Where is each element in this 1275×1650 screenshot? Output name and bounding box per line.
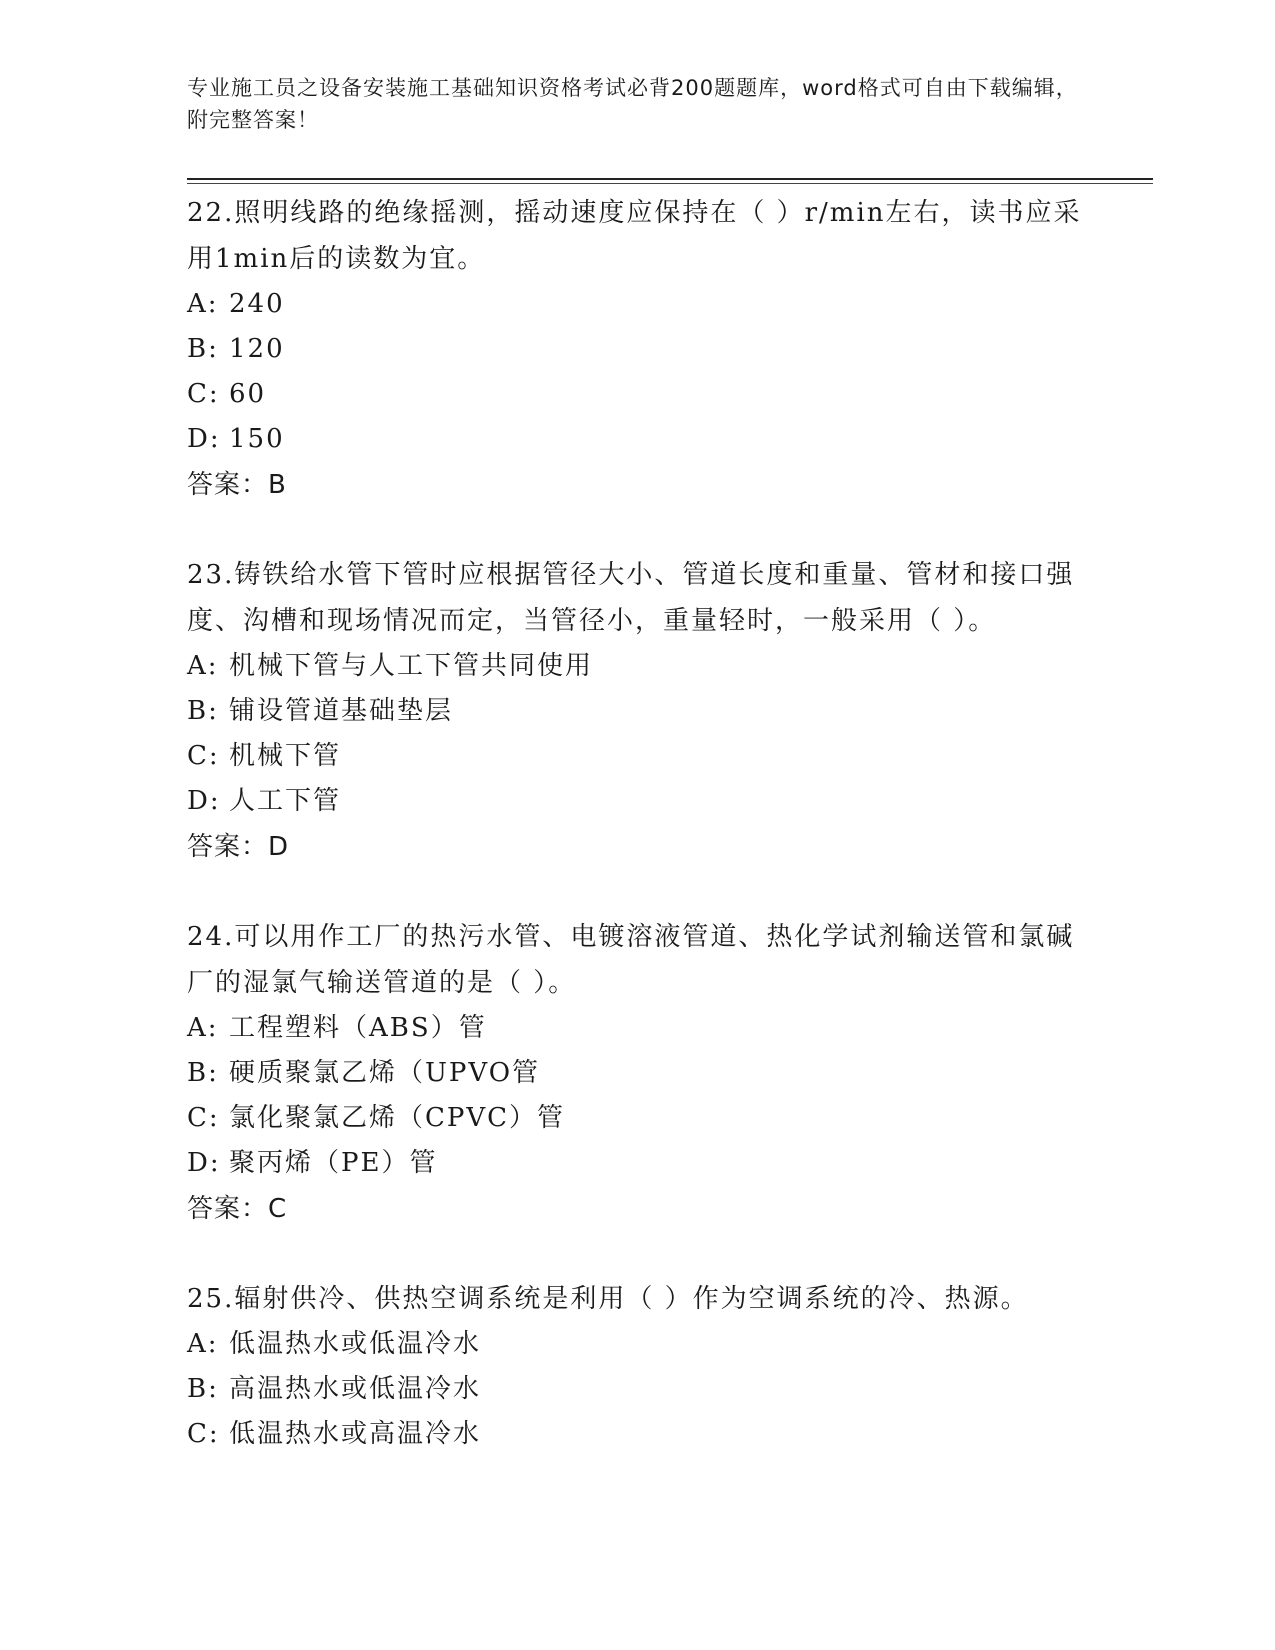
option-c: [187, 1096, 1087, 1141]
question-23: [187, 552, 1087, 870]
answer-line: 答案：C: [187, 1194, 288, 1224]
option-text: 120: [229, 334, 285, 364]
option-letter: C:: [187, 741, 220, 771]
option-letter: A:: [187, 1013, 219, 1043]
option-letter: D:: [187, 786, 221, 816]
question-22: [187, 190, 1087, 508]
option-d: [187, 779, 1087, 824]
option-b: [187, 1051, 1087, 1096]
option-d: [187, 417, 1087, 462]
option-a: [187, 644, 1087, 689]
option-b: [187, 327, 1087, 372]
option-letter: D:: [187, 1148, 221, 1178]
option-b: [187, 1367, 1087, 1412]
option-text: 氯化聚氯乙烯（CPVC）管: [229, 1103, 566, 1133]
option-letter: A:: [187, 651, 219, 681]
option-letter: C:: [187, 1103, 220, 1133]
option-text: 60: [229, 379, 267, 409]
option-letter: C:: [187, 379, 220, 409]
question-list: [187, 190, 1087, 1457]
option-text: 人工下管: [229, 786, 342, 816]
spacer: [187, 870, 1087, 914]
option-c: [187, 734, 1087, 779]
option-letter: D:: [187, 424, 221, 454]
option-text: 机械下管与人工下管共同使用: [229, 651, 594, 681]
option-letter: A:: [187, 1329, 219, 1359]
option-a: [187, 1006, 1087, 1051]
spacer: [187, 508, 1087, 552]
spacer: [187, 1232, 1087, 1276]
answer-line: 答案：D: [187, 832, 290, 862]
option-text: 240: [229, 289, 285, 319]
header-divider-thin: [187, 183, 1153, 184]
option-letter: B:: [187, 1058, 219, 1088]
answer-line: 答案：B: [187, 470, 287, 500]
question-text: 22.照明线路的绝缘摇测，摇动速度应保持在（ ）r/min左右，读书应采用1min后的读数为宜。: [187, 198, 1082, 274]
question-text: 24.可以用作工厂的热污水管、电镀溶液管道、热化学试剂输送管和氯碱厂的湿氯气输送管道的是（ ）。: [187, 922, 1075, 998]
option-a: [187, 282, 1087, 327]
option-letter: A:: [187, 289, 219, 319]
question-25: [187, 1276, 1087, 1457]
option-d: [187, 1141, 1087, 1186]
option-text: 工程塑料（ABS）管: [229, 1013, 487, 1043]
option-letter: B:: [187, 1374, 219, 1404]
question-text: 23.铸铁给水管下管时应根据管径大小、管道长度和重量、管材和接口强度、沟槽和现场情况而定，当管径小，重量轻时，一般采用（ ）。: [187, 560, 1075, 636]
option-a: [187, 1322, 1087, 1367]
option-letter: B:: [187, 334, 219, 364]
option-c: [187, 1412, 1087, 1457]
option-text: 铺设管道基础垫层: [229, 696, 454, 726]
option-text: 低温热水或高温冷水: [229, 1419, 482, 1449]
option-text: 低温热水或低温冷水: [229, 1329, 482, 1359]
document-header: 专业施工员之设备安装施工基础知识资格考试必背200题题库，word格式可自由下载编辑，附完整答案！: [187, 76, 1078, 132]
option-b: [187, 689, 1087, 734]
option-letter: C:: [187, 1419, 220, 1449]
option-text: 硬质聚氯乙烯（UPVO管: [229, 1058, 541, 1088]
header-divider-thick: [187, 178, 1153, 180]
question-text: 25.辐射供冷、供热空调系统是利用（ ）作为空调系统的冷、热源。: [187, 1284, 1029, 1314]
option-text: 150: [229, 424, 285, 454]
option-text: 高温热水或低温冷水: [229, 1374, 482, 1404]
option-text: 机械下管: [229, 741, 342, 771]
option-text: 聚丙烯（PE）管: [229, 1148, 438, 1178]
option-c: [187, 372, 1087, 417]
option-letter: B:: [187, 696, 219, 726]
question-24: [187, 914, 1087, 1232]
